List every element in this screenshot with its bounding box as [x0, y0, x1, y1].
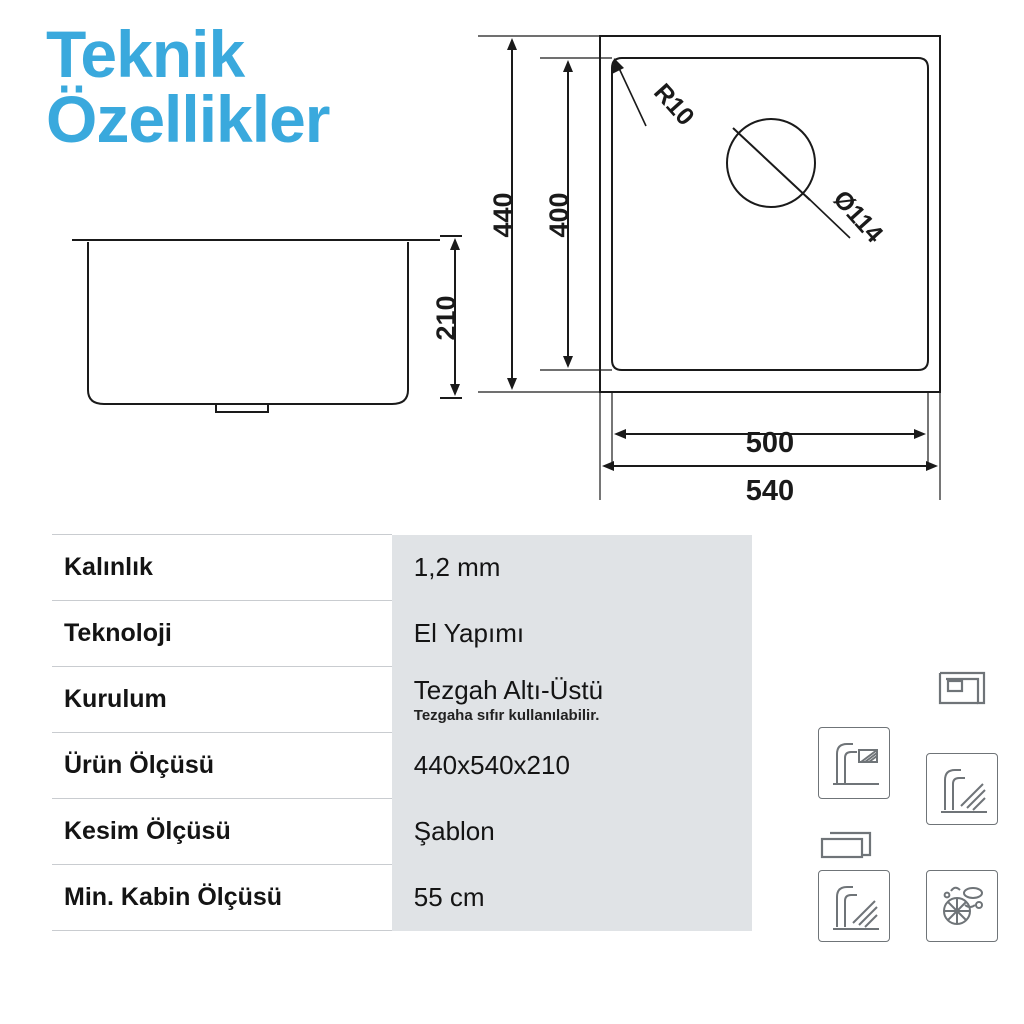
spec-value-text: Şablon [413, 816, 495, 846]
table-row [52, 865, 752, 931]
page-title-line1: Teknik [46, 17, 245, 91]
spec-value-text: Tezgah Altı-Üstü [413, 675, 604, 705]
table-row [52, 799, 752, 865]
spec-value-text: El Yapımı [413, 618, 525, 648]
spec-value [392, 733, 752, 799]
table-row [52, 601, 752, 667]
extension-lines [478, 36, 940, 500]
undermount-icon [818, 727, 890, 799]
level-mount-icon [818, 870, 890, 942]
spec-label: Kesim Ölçüsü [52, 799, 392, 865]
spec-value-text: 440x540x210 [413, 750, 570, 780]
topmount-icon [926, 753, 998, 825]
spec-value [392, 799, 752, 865]
page-title-line2: Özellikler [46, 81, 330, 156]
dim-label-210: 210 [431, 295, 461, 341]
spec-value-note: Tezgaha sıfır kullanılabilir. [413, 707, 600, 724]
spec-label: Kalınlık [52, 535, 392, 601]
spec-label: Kurulum [52, 667, 392, 733]
spec-label: Min. Kabin Ölçüsü [52, 865, 392, 931]
table-row [52, 667, 752, 733]
dim-label-440: 440 [488, 192, 518, 238]
table-row [52, 733, 752, 799]
spec-value [392, 667, 752, 733]
dim-label-r10: R10 [648, 78, 700, 132]
table-row [52, 535, 752, 601]
leader-lines [612, 58, 850, 238]
spec-value [392, 535, 752, 601]
spec-value [392, 865, 752, 931]
dim-label-400: 400 [544, 192, 574, 238]
top-view [600, 36, 940, 392]
flush-mount-icon [926, 665, 998, 737]
feature-icons [800, 665, 1010, 955]
spec-value-text: 55 cm [413, 882, 485, 912]
spec-value-text: 1,2 mm [413, 552, 501, 582]
dim-label-diameter: Ø114 [827, 185, 889, 249]
specifications-table [52, 534, 752, 931]
spec-label: Ürün Ölçüsü [52, 733, 392, 799]
spec-value [392, 601, 752, 667]
dimension-540 [602, 461, 938, 471]
dim-label-540: 540 [745, 475, 795, 507]
side-view [72, 240, 440, 412]
dim-label-500: 500 [745, 427, 795, 459]
spec-label: Teknoloji [52, 601, 392, 667]
dishwasher-safe-icon [926, 870, 998, 942]
